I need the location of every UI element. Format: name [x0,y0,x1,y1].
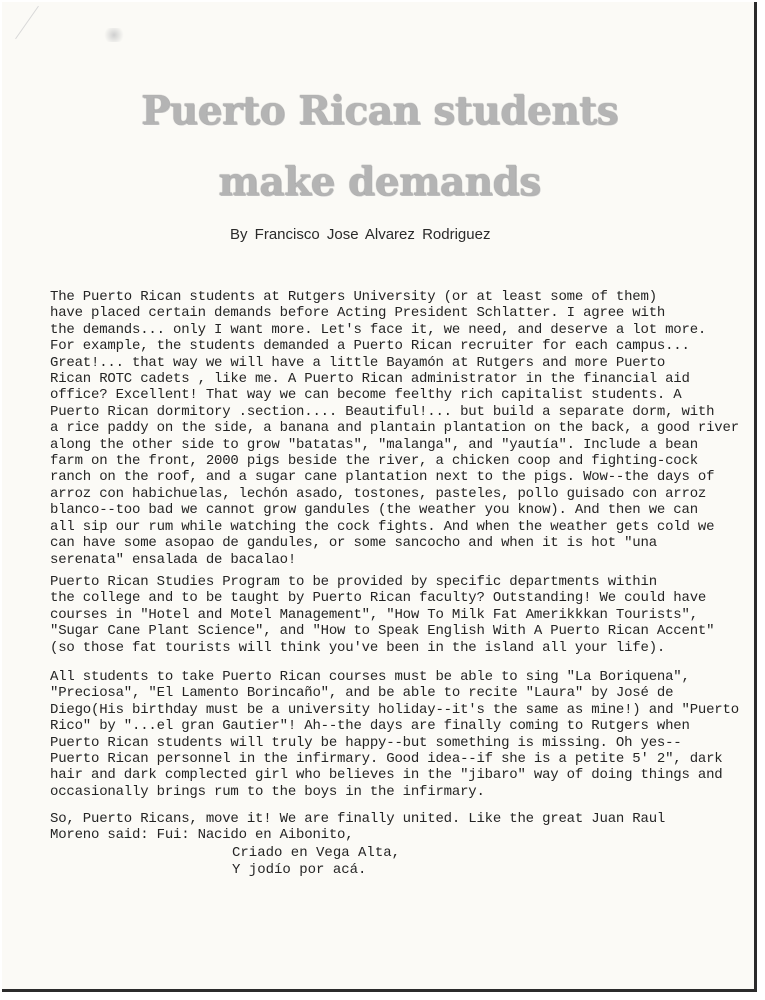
byline: By Francisco Jose Alvarez Rodriguez [230,226,491,243]
headline-line-1: Puerto Rican students [140,88,619,134]
paragraph-1: The Puerto Rican students at Rutgers University (or at least some of them) have placed certain demands before Acting President Schlatter. I agree with the demands... only I want more. Let's face it, we need, and deserve a lot more. For example, the students demanded a Puerto Rican recruiter for each campus... Great!... that way we will have a little Bayamón at Rutgers and more Puerto Rican ROTC cadets , like me. A Puerto Rican administrator in the financial aid office? Excellent! That way we can become feelthy rich capitalist students. A Puerto Rican dormitory .section.... Beautiful!... but build a separate dorm, with a rice paddy on the side, a banana and plantain plantation on the back, a good river along the other side to grow "batatas", "malanga", and "yautía". Include a bean farm on the front, 2000 pigs beside the river, a chicken coop and fighting-cock ranch on the roof, and a sugar cane plantation next to the pigs. Wow--the days of arroz con habichuelas, lechón asado, tostones, pasteles, pollo guisado con arroz blanco--too bad we cannot grow gandules (the weather you know). And then we can all sip our rum while watching the cock fights. And when the weather gets cold we can have some asopao de gandules, or some sancocho and when it is hot "una serenata" ensalada de bacalao! [50,289,739,568]
fold-mark [15,6,39,39]
paragraph-4: So, Puerto Ricans, move it! We are finally united. Like the great Juan Raul Moreno said: Fui: Nacido en Aibonito, [50,811,666,844]
document-page [2,2,757,992]
headline-line-2: make demands [218,159,541,205]
poem-line-2: Criado en Vega Alta, [232,845,401,861]
poem-line-3: Y jodío por acá. [232,862,367,878]
ink-smudge [102,28,126,42]
paragraph-3: All students to take Puerto Rican courses must be able to sing "La Boriquena", "Preciosa", "El Lamento Borincaño", and be able to recite "Laura" by José de Diego(His birthday must be a university holiday--it's the same as mine!) and "Puerto Rico" by "...el gran Gautier"! Ah--the days are finally coming to Rutgers when Puerto Rican students will truly be happy--but something is missing. Oh yes-- Puerto Rican personnel in the infirmary. Good idea--if she is a petite 5' 2", dark hair and dark complected girl who believes in the "jibaro" way of doing things and occasionally brings rum to the boys in the infirmary. [50,669,739,800]
paragraph-2: Puerto Rican Studies Program to be provided by specific departments within the college and to be taught by Puerto Rican faculty? Outstanding! We could have courses in "Hotel and Motel Management", "How To Milk Fat Amerikkkan Tourists", "Sugar Cane Plant Science", and "How to Speak English With A Puerto Rican Accent" (so those fat tourists will think you've been in the island all your life). [50,574,715,656]
